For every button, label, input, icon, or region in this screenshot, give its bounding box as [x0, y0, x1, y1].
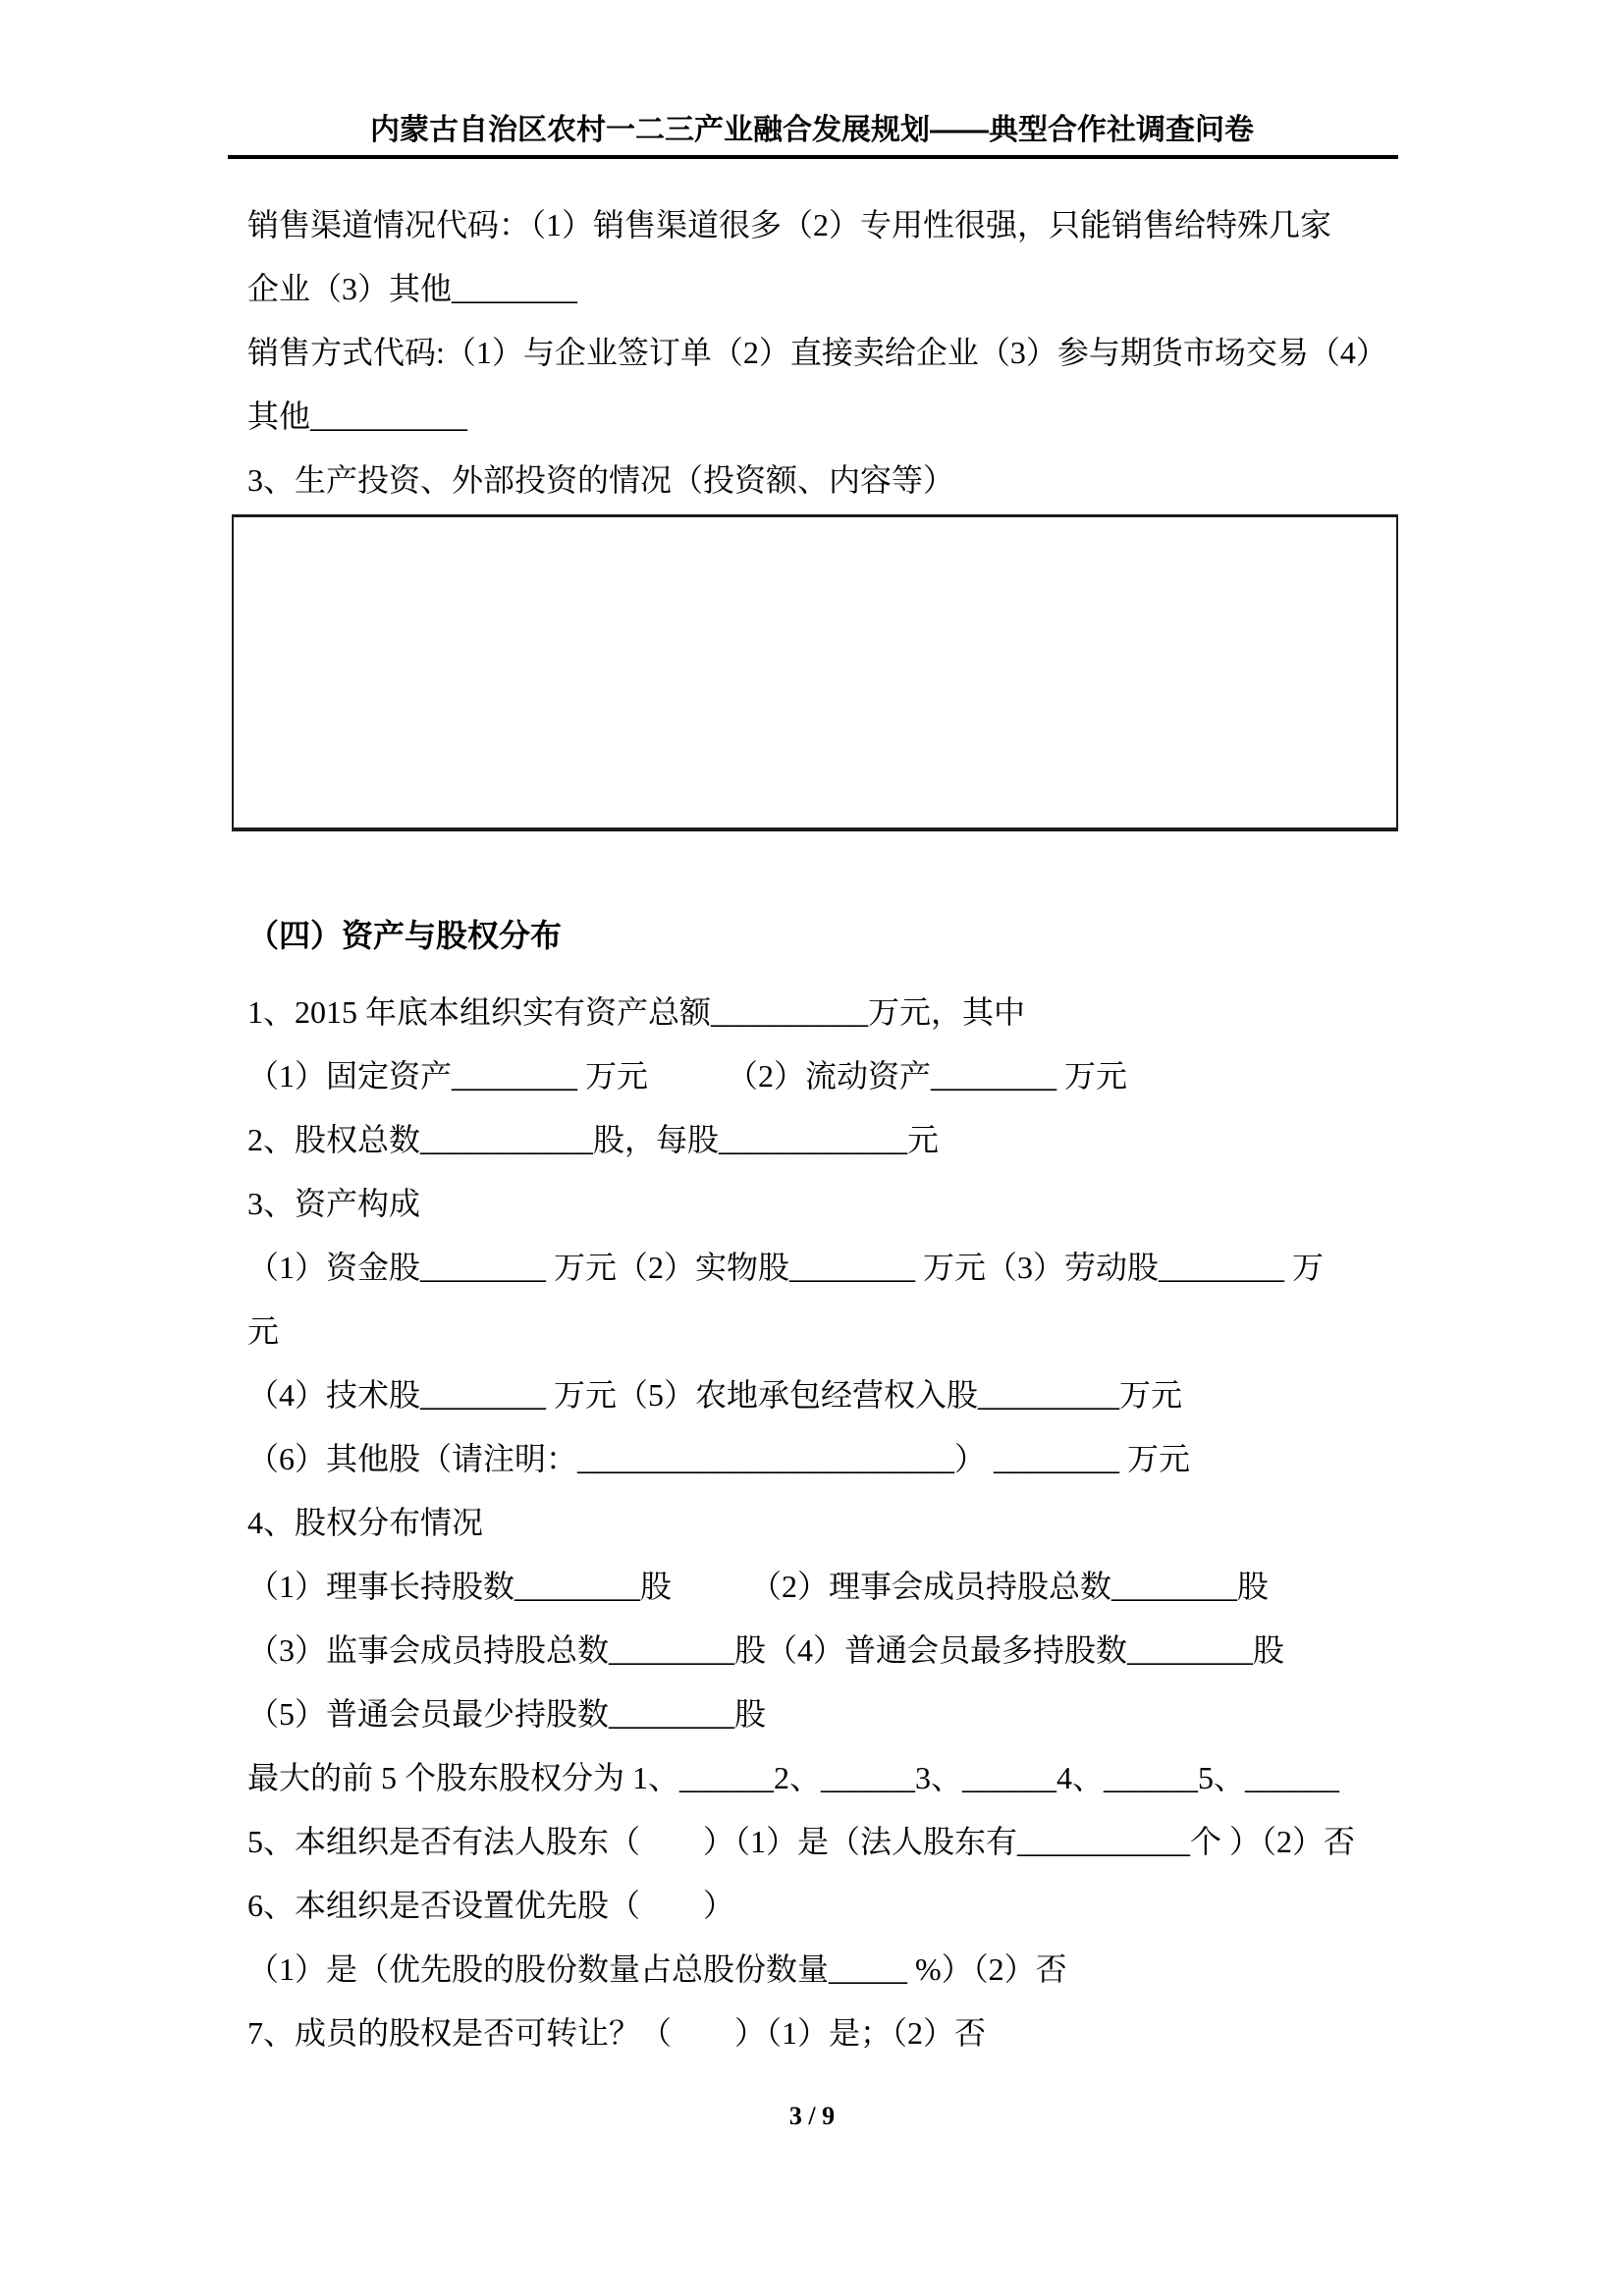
sales-method-code-line: 销售方式代码:（1）与企业签订单（2）直接卖给企业（3）参与期货市场交易（4）	[247, 335, 1387, 370]
q3-technical-land-shares-line: （4）技术股________ 万元（5）农地承包经营权入股_________万元	[247, 1377, 1183, 1413]
q4-supervisors-members-shares-line: （3）监事会成员持股总数________股（4）普通会员最多持股数________股	[247, 1632, 1285, 1668]
sales-channel-code-line: 销售渠道情况代码：（1）销售渠道很多（2）专用性很强，只能销售给特殊几家	[247, 207, 1332, 242]
q1-fixed-current-assets-line: （1）固定资产________ 万元 （2）流动资产________ 万元	[247, 1058, 1128, 1094]
q6-preferred-shares-ratio-line: （1）是（优先股的股份数量占总股份数量_____ %）（2）否	[247, 1951, 1067, 1987]
q5-corporate-shareholder-line: 5、本组织是否有法人股东（ ）（1）是（法人股东有___________个 ）（2）否	[247, 1824, 1356, 1859]
q4-chairman-board-shares-line: （1）理事长持股数________股 （2）理事会成员持股总数________股	[247, 1569, 1270, 1604]
q3-asset-composition-line: 3、资产构成	[247, 1186, 421, 1221]
q3-capital-physical-labor-shares-line: （1）资金股________ 万元（2）实物股________ 万元（3）劳动股________ 万	[247, 1250, 1325, 1285]
q3-wrap-continuation-line: 元	[247, 1313, 280, 1349]
sales-channel-other-line: 企业（3）其他________	[247, 271, 578, 306]
document-title: 内蒙古自治区农村一二三产业融合发展规划——典型合作社调查问卷	[370, 114, 1254, 146]
q3-other-shares-line: （6）其他股（请注明：________________________） ________ 万元	[247, 1441, 1191, 1476]
q4-min-member-shares-line: （5）普通会员最少持股数________股	[247, 1696, 767, 1732]
sales-method-other-line: 其他__________	[247, 399, 468, 434]
investment-answer-box[interactable]	[232, 514, 1398, 831]
q6-preferred-shares-line: 6、本组织是否设置优先股（ ）	[247, 1888, 735, 1923]
section-four-heading: （四）资产与股权分布	[247, 918, 563, 953]
q4-top5-shareholders-line: 最大的前 5 个股东股权分为 1、______2、______3、______4、______5、______	[247, 1760, 1340, 1795]
q3-investment-line: 3、生产投资、外部投资的情况（投资额、内容等）	[247, 462, 955, 498]
document-header	[0, 0, 1624, 159]
q1-total-assets-line: 1、2015 年底本组织实有资产总额__________万元，其中	[247, 994, 1026, 1030]
page-number: 3 / 9	[788, 2102, 836, 2130]
q7-share-transfer-line: 7、成员的股权是否可转让？（ ）（1）是；（2）否	[247, 2015, 987, 2051]
q2-total-shares-line: 2、股权总数___________股，每股____________元	[247, 1122, 940, 1157]
q4-equity-distribution-line: 4、股权分布情况	[247, 1505, 484, 1540]
document-body	[232, 159, 1398, 2065]
